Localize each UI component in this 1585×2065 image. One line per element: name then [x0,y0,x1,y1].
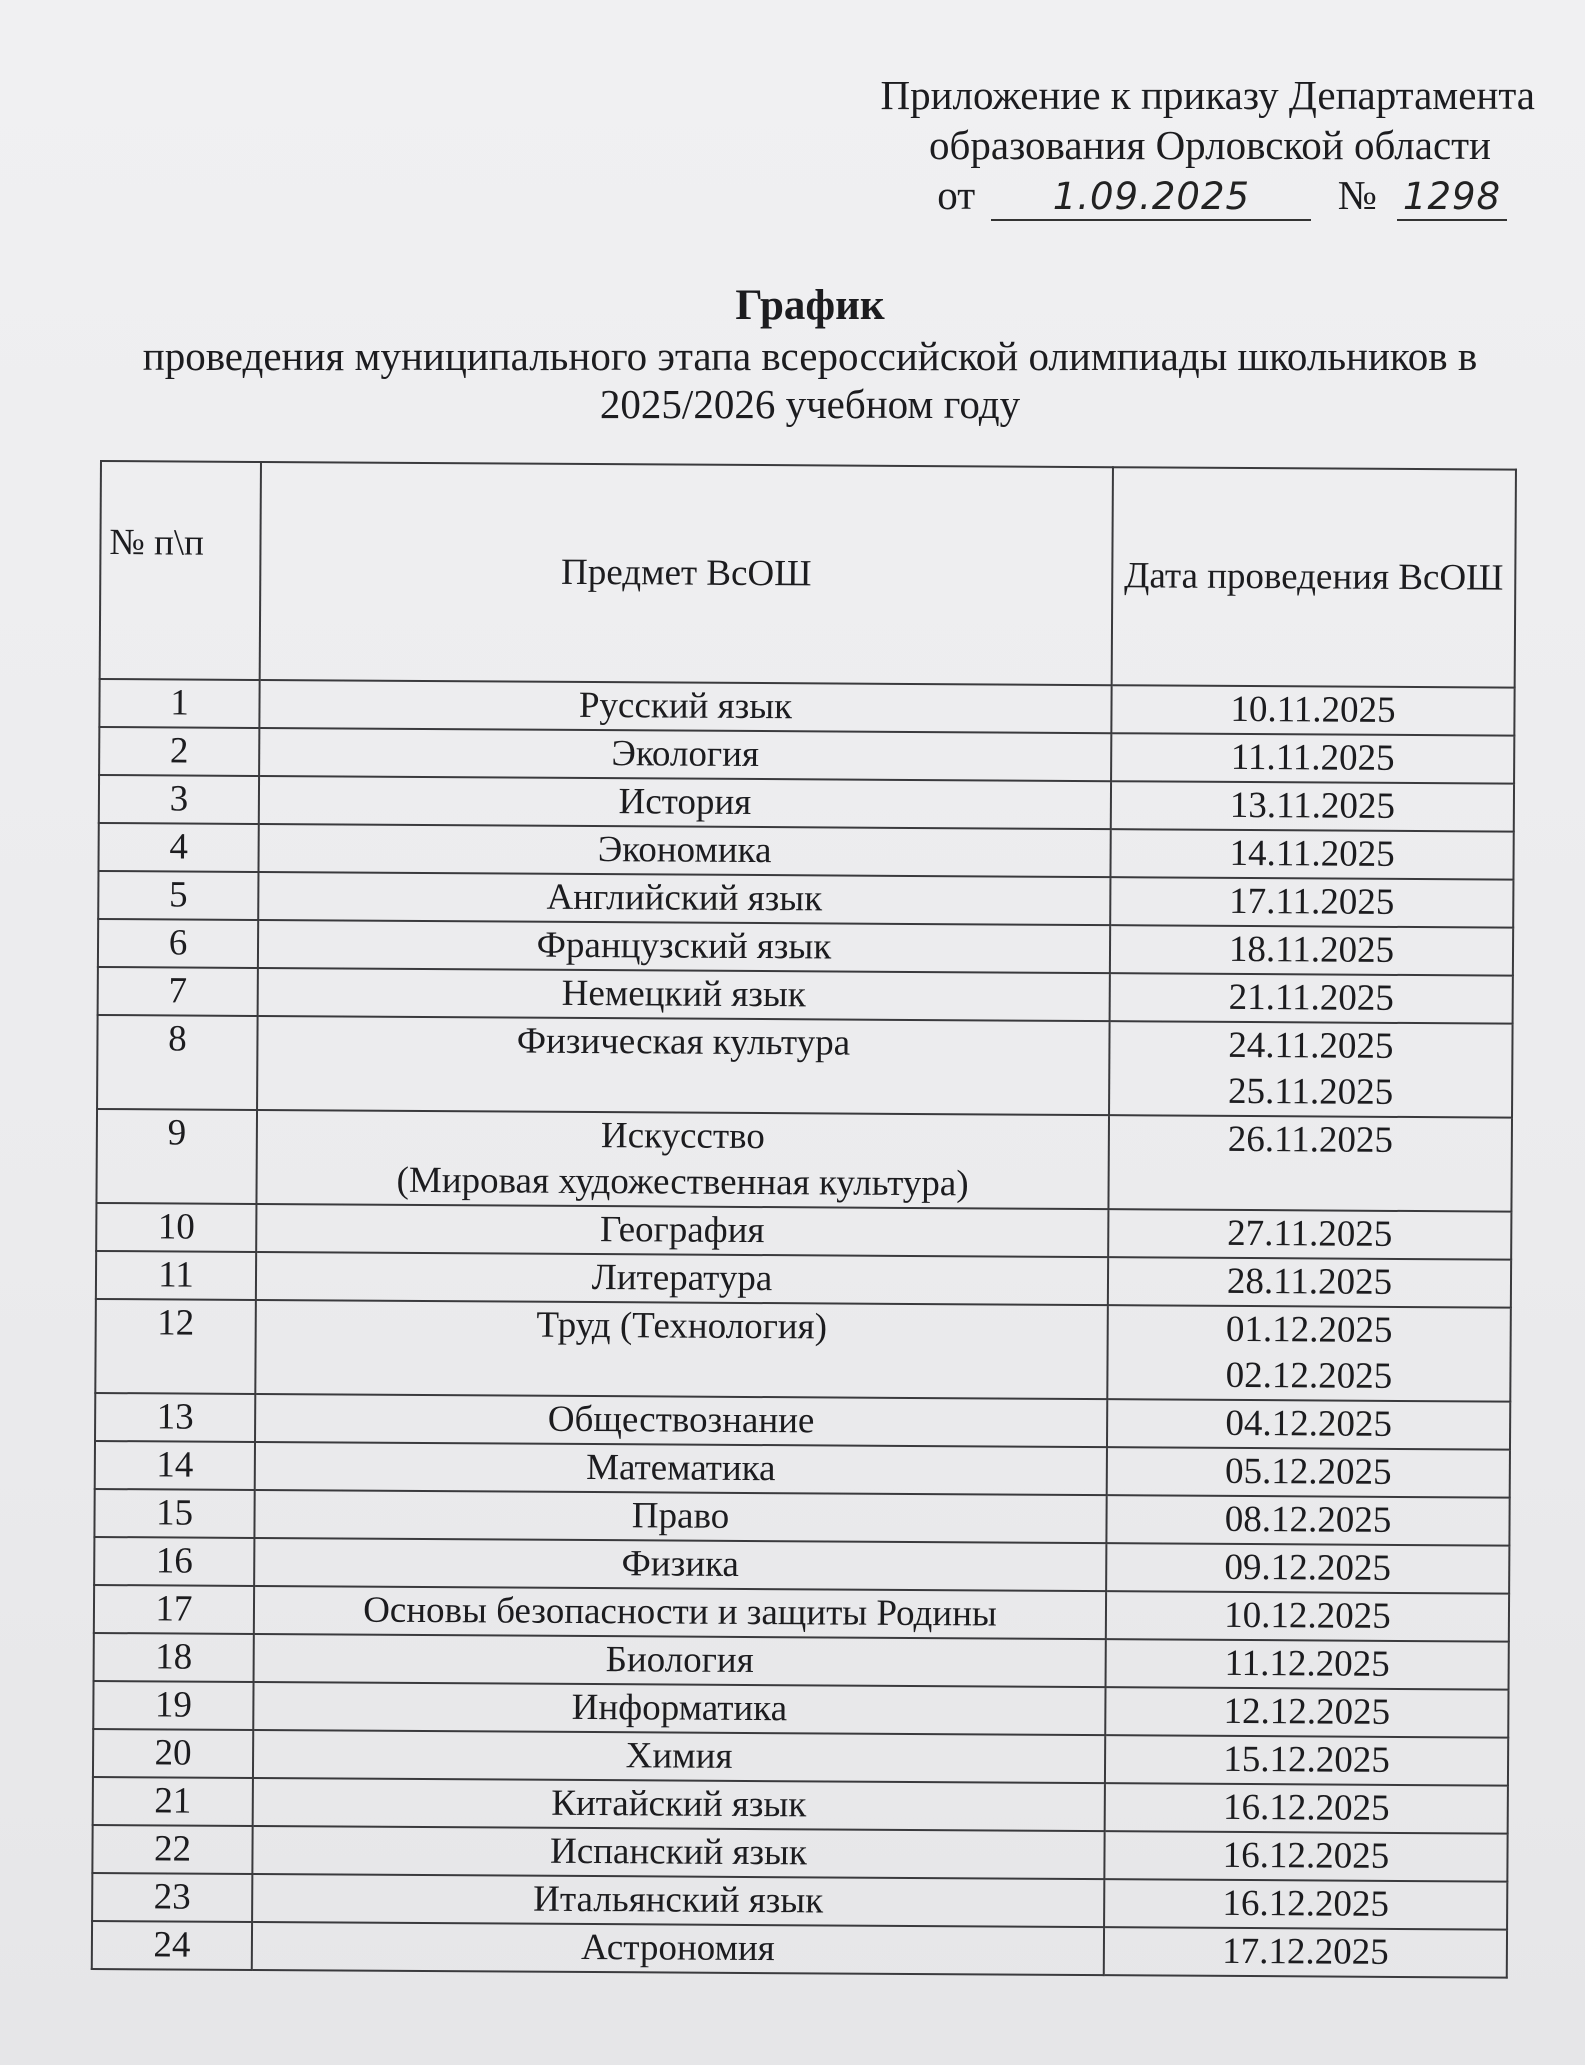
from-label: от [937,172,976,218]
subject-text: Биология [605,1639,754,1682]
table-row [94,1633,1509,1690]
table-row [96,1203,1511,1260]
date-cell [1108,1209,1511,1259]
date-text: 10.11.2025 [1230,688,1396,731]
date-text: 21.11.2025 [1228,976,1394,1019]
handwritten-order-number: 1298 [1397,175,1507,221]
row-number-cell: 20 [93,1729,253,1778]
table-row [99,727,1514,784]
table-row [92,1825,1507,1882]
subject-text: (Мировая художественная культура) [396,1159,969,1205]
row-number-cell: 13 [95,1393,255,1442]
date-cell [1105,1687,1508,1737]
table-row [98,823,1513,880]
number-label: № [1337,172,1377,218]
order-date-number-line [775,170,1535,221]
row-number-cell: 9 [96,1109,257,1204]
subject-cell [252,1826,1104,1879]
date-text: 09.12.2025 [1224,1546,1392,1589]
table-row [96,1251,1511,1308]
subject-cell [258,872,1110,925]
subject-cell [259,776,1111,829]
subject-cell [257,1016,1110,1115]
row-number-cell: 19 [93,1681,253,1730]
subject-text: Экономика [597,829,772,872]
subject-text: Русский язык [578,684,793,728]
row-number-cell: 11 [96,1251,256,1300]
column-header-subject: Предмет ВсОШ [260,462,1113,685]
date-text: 14.11.2025 [1229,832,1395,875]
table-row [95,1393,1510,1450]
date-cell [1110,973,1513,1023]
date-text: 10.12.2025 [1224,1594,1391,1637]
subject-cell [256,1110,1109,1209]
row-number-cell: 3 [99,775,259,824]
table-row [99,679,1514,736]
date-cell [1107,1447,1510,1497]
date-cell [1106,1543,1509,1593]
schedule-table [91,460,1517,1979]
date-text: 05.12.2025 [1224,1450,1392,1493]
document-title-block [90,280,1530,428]
table-row [99,775,1514,832]
table-row [96,1109,1512,1212]
appendix-header [775,70,1535,221]
row-number-cell: 14 [95,1441,255,1490]
subject-text: Искусство [600,1115,765,1158]
table-row [92,1873,1507,1930]
subject-text: Физика [621,1543,740,1585]
subject-cell [254,1538,1106,1591]
subject-text: История [618,781,752,823]
date-text: 27.11.2025 [1227,1212,1393,1255]
table-row [94,1537,1509,1594]
table-row [98,871,1513,928]
row-number-cell: 2 [99,727,259,776]
subject-cell [254,1490,1106,1543]
date-cell [1105,1735,1508,1785]
subject-text: Физическая культура [516,1020,851,1064]
row-number-cell: 8 [97,1015,258,1110]
table-row [94,1585,1509,1642]
date-text: 16.12.2025 [1222,1786,1390,1829]
date-cell [1110,925,1513,975]
table-header-row [100,461,1516,688]
column-header-date: Дата проведения ВсОШ [1112,467,1516,687]
date-cell [1106,1495,1509,1545]
date-cell [1104,1879,1507,1929]
date-cell [1110,829,1513,879]
subject-text: Право [631,1495,730,1537]
row-number-cell: 22 [92,1825,252,1874]
subject-cell [259,728,1111,781]
table-row [98,919,1513,976]
subject-text: Химия [625,1735,733,1777]
document-title: График [735,282,885,329]
subject-cell [255,1442,1107,1495]
row-number-cell: 17 [94,1585,254,1634]
subject-cell [256,1252,1108,1305]
subject-text: Основы безопасности и защиты Родины [363,1589,997,1635]
date-text: 13.11.2025 [1229,784,1396,827]
subject-cell [258,968,1110,1021]
subject-cell [253,1682,1105,1735]
table-row [97,1015,1513,1118]
date-cell [1111,733,1514,783]
date-cell [1111,781,1514,831]
date-text: 11.12.2025 [1224,1642,1390,1685]
table-row [95,1441,1510,1498]
date-cell [1109,1021,1513,1117]
row-number-cell: 21 [93,1777,253,1826]
row-number-cell: 5 [98,871,258,920]
subject-text: Астрономия [580,1926,775,1970]
date-text: 18.11.2025 [1228,928,1395,971]
date-text: 25.11.2025 [1227,1070,1394,1113]
subject-cell [252,1874,1104,1927]
date-text: 17.11.2025 [1229,880,1395,923]
row-number-cell: 4 [98,823,258,872]
subject-cell [253,1778,1105,1831]
date-cell [1104,1927,1507,1977]
subject-text: Французский язык [536,924,832,968]
row-number-cell: 23 [92,1873,252,1922]
date-text: 11.11.2025 [1230,736,1395,779]
subject-text: Обществознание [547,1398,815,1442]
subject-cell [255,1300,1108,1399]
row-number-cell: 10 [96,1203,256,1252]
subject-text: Математика [586,1446,776,1490]
subject-cell [255,1394,1107,1447]
date-cell [1111,685,1514,735]
subject-text: Экология [611,733,760,776]
table-row [93,1681,1508,1738]
row-number-cell: 1 [99,679,259,728]
subject-cell [259,680,1111,733]
date-cell [1108,1257,1511,1307]
date-text: 16.12.2025 [1222,1882,1390,1925]
table-body [92,679,1515,1978]
subject-cell [252,1922,1104,1975]
subject-cell [256,1204,1108,1257]
row-number-cell: 24 [92,1921,252,1970]
row-number-cell: 12 [95,1299,256,1394]
row-number-cell: 16 [94,1537,254,1586]
row-number-cell: 18 [94,1633,254,1682]
appendix-line-1: Приложение к приказу Департамента [880,72,1535,118]
date-text: 28.11.2025 [1226,1260,1393,1303]
date-cell [1106,1639,1509,1689]
date-text: 08.12.2025 [1224,1498,1392,1541]
subject-cell [254,1586,1106,1639]
table-row [98,967,1513,1024]
subject-cell [253,1730,1105,1783]
subject-text: Информатика [571,1686,788,1730]
row-number-cell: 15 [94,1489,254,1538]
column-header-number: № п\п [100,461,261,680]
date-cell [1107,1305,1511,1401]
date-text: 26.11.2025 [1227,1118,1394,1161]
date-text: 15.12.2025 [1223,1738,1390,1781]
date-cell [1110,877,1513,927]
subject-cell [258,824,1110,877]
date-cell [1104,1831,1507,1881]
date-cell [1107,1399,1510,1449]
date-cell [1108,1115,1512,1211]
handwritten-order-date: 1.09.2025 [991,175,1311,221]
subject-text: Немецкий язык [561,972,806,1016]
subject-text: Литература [591,1257,773,1300]
subject-cell [258,920,1110,973]
subject-cell [254,1634,1106,1687]
date-text: 02.12.2025 [1225,1354,1393,1397]
table-row [93,1777,1508,1834]
date-text: 01.12.2025 [1225,1308,1393,1351]
table-row [93,1729,1508,1786]
table-row [94,1489,1509,1546]
date-text: 24.11.2025 [1228,1024,1394,1067]
subject-text: Итальянский язык [533,1878,824,1922]
row-number-cell: 7 [98,967,258,1016]
date-text: 17.12.2025 [1222,1930,1389,1973]
date-text: 04.12.2025 [1225,1402,1393,1445]
date-cell [1105,1783,1508,1833]
date-text: 12.12.2025 [1223,1690,1391,1733]
appendix-line-2: образования Орловской области [929,122,1491,168]
date-cell [1106,1591,1509,1641]
row-number-cell: 6 [98,919,258,968]
date-text: 16.12.2025 [1222,1834,1390,1877]
subject-text: Английский язык [546,876,823,920]
table-row [95,1299,1511,1402]
subject-text: Китайский язык [551,1782,807,1826]
subject-text: Испанский язык [549,1830,808,1874]
subject-text: Труд (Технология) [536,1304,828,1348]
document-subtitle: проведения муниципального этапа всероссийской олимпиады школьников в 2025/2026 учебном году [142,333,1478,427]
subject-text: География [599,1209,765,1252]
table-row [92,1921,1507,1978]
